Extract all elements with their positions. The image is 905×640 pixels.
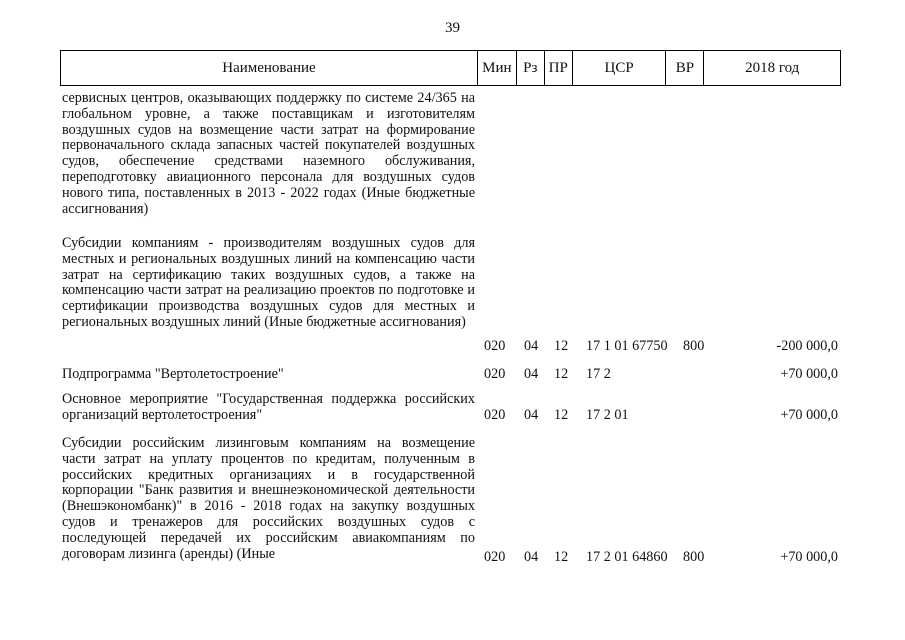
header-csr: ЦСР (573, 51, 667, 85)
header-rz: Рз (517, 51, 545, 85)
table-row (62, 392, 842, 426)
row-name: Субсидии компаниям - производителям воздушных судов для местных и региональных воздушных линий на компенсацию части затрат на сертификацию таких воздушных судов, а также на компенсацию части затрат на реализацию проектов по подготовке и сертификации производства воздушных судов для местных и региональных воздушных линий (Иные бюджетные ассигнования) (62, 235, 475, 330)
table-row (62, 367, 842, 385)
row-name: Подпрограмма "Вертолетостроение" (62, 366, 284, 382)
row-rz: 04 (524, 338, 539, 354)
row-name: Субсидии российским лизинговым компаниям на возмещение части затрат на уплату процентов по кредитам, полученным в российских кредитных организациях и в государственной корпорации "Банк развития и внешнеэкономической деятельности (Внешэкономбанк)" в 2016 - 2018 годах на закупку воздушных судов и тренажеров для российских воздушных судов с последующей передачей их российским авиакомпаниям по договорам лизинга (аренды) (Иные (62, 435, 475, 562)
row-name: Основное мероприятие "Государственная поддержка российских организаций вертолетостроения" (62, 391, 475, 423)
row-pr: 12 (554, 366, 569, 382)
header-name: Наименование (61, 51, 478, 85)
row-vr: 800 (683, 549, 705, 565)
row-amount: -200 000,0 (776, 338, 838, 354)
row-rz: 04 (524, 549, 539, 565)
row-csr: 17 1 01 67750 (586, 338, 668, 354)
header-year: 2018 год (745, 59, 800, 76)
row-csr: 17 2 (586, 366, 611, 382)
row-amount: +70 000,0 (780, 366, 838, 382)
header-vr: ВР (666, 51, 704, 85)
table-row (62, 436, 842, 576)
row-min: 020 (484, 549, 506, 565)
row-csr: 17 2 01 64860 (586, 549, 668, 565)
table-row (62, 91, 842, 221)
row-pr: 12 (554, 338, 569, 354)
row-min: 020 (484, 338, 506, 354)
row-pr: 12 (554, 407, 569, 423)
row-min: 020 (484, 407, 506, 423)
header-pr: ПР (545, 51, 573, 85)
row-pr: 12 (554, 549, 569, 565)
row-rz: 04 (524, 366, 539, 382)
row-csr: 17 2 01 (586, 407, 629, 423)
row-vr: 800 (683, 338, 705, 354)
row-min: 020 (484, 366, 506, 382)
row-rz: 04 (524, 407, 539, 423)
row-name: сервисных центров, оказывающих поддержку по системе 24/365 на глобальном уровне, а также поставщикам и изготовителям воздушных судов на возмещение части затрат на формирование первоначального склада запасных частей покупателей воздушных судов, обеспечение средствами наземного обслуживания, переподготовку авиационного персонала для воздушных судов нового типа, поставленных в 2013 - 2022 годах (Иные бюджетные ассигнования) (62, 90, 475, 217)
header-min: Мин (478, 51, 517, 85)
row-amount: +70 000,0 (780, 407, 838, 423)
row-amount: +70 000,0 (780, 549, 838, 565)
table-row (62, 236, 842, 356)
page-number: 39 (445, 20, 460, 36)
table-header (60, 50, 841, 86)
